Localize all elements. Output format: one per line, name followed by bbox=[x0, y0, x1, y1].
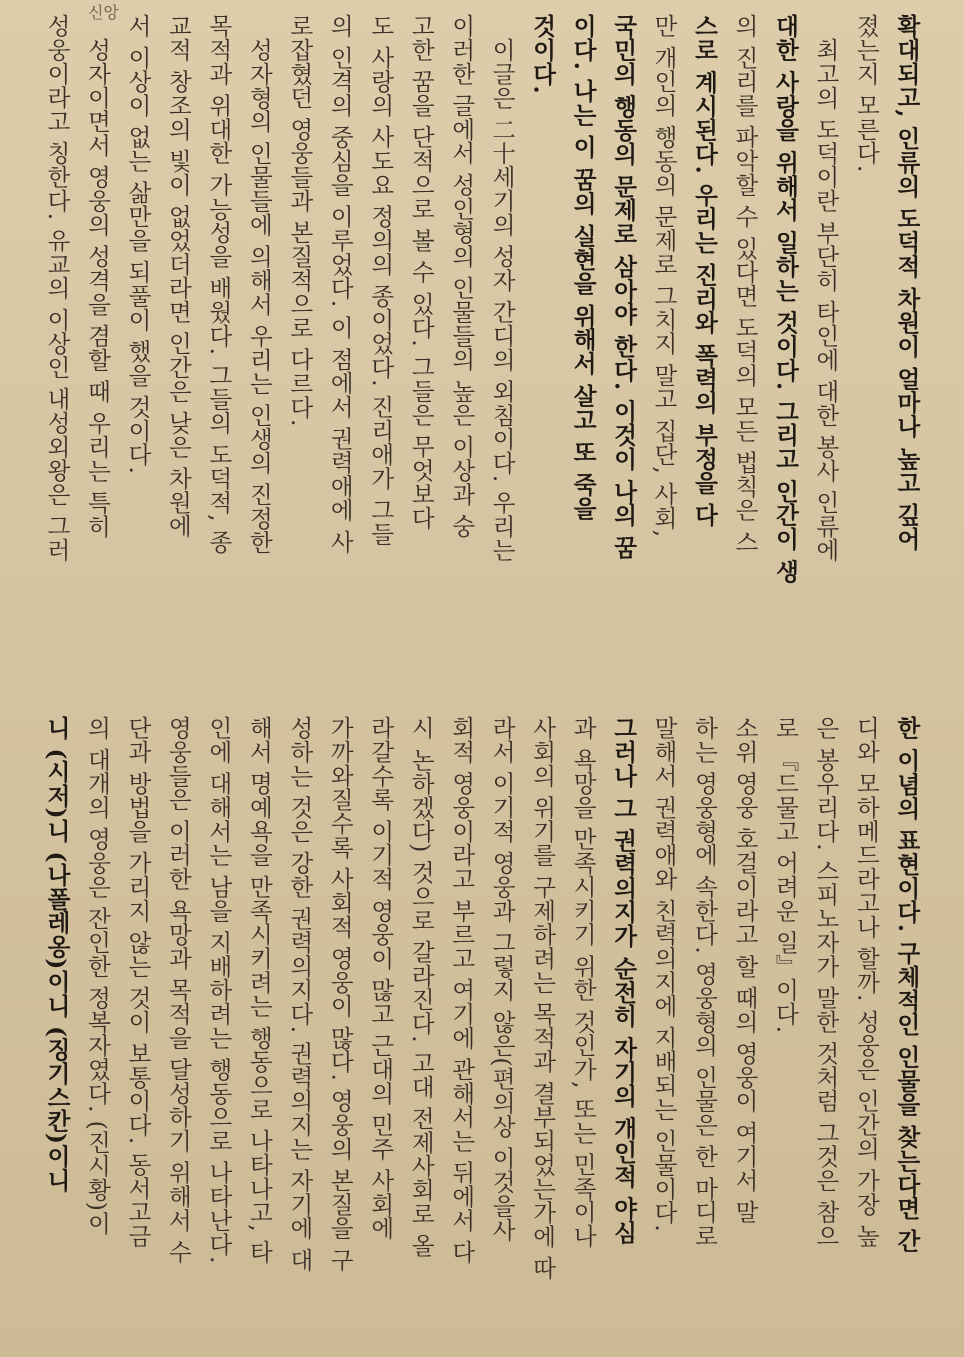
text-line: 소위 영웅 호걸이라고 할 때의 영웅이 여기서 말 bbox=[730, 716, 759, 1224]
text-line: 회적 영웅이라고 부르고 여기에 관해서는 뒤에서 다 bbox=[447, 716, 476, 1264]
text-line: 인에 대해서는 남을 지배하려는 행동으로 나타난다. bbox=[204, 716, 233, 1264]
text-line: 이글은 二十세기의 성자 간디의 외침이다. 우리는 bbox=[488, 38, 517, 562]
text-line: 이러한 글에서 성인형의 인물들의 높은 이상과 숭 bbox=[447, 14, 476, 538]
text-line: 스로 계시된다. 우리는 진리와 폭력의 부정을 다 bbox=[690, 14, 719, 527]
text-line: 만 개인의 행동의 문제로 그치지 말고 집단, 사회, bbox=[650, 14, 679, 538]
text-line: 의 인격의 중심을 이루었다. 이 점에서 권력애에 사 bbox=[326, 14, 355, 554]
text-line: 로 『드물고 어려운 일』이다. bbox=[771, 716, 800, 1034]
text-line: 가까와질수록 사회적 영웅이 많다. 영웅의 본질을 구 bbox=[326, 716, 355, 1272]
text-line: 최고의 도덕이란 부단히 타인에 대한 봉사 인류에 bbox=[811, 38, 840, 562]
text-line: 성자이면서 영웅의 성격을 겸할 때 우리는 특히 bbox=[83, 38, 112, 539]
text-line: 단과 방법을 가리지 않는 것이 보통이다. 동서고금 bbox=[123, 716, 152, 1248]
text-line: 교적 창조의 빛이 없었더라면 인간은 낮은 차원에 bbox=[164, 14, 193, 538]
text-line: 말해서 권력애와 친력의지에 지배되는 인물이다. bbox=[650, 716, 679, 1233]
text-line: 도 사랑의 사도요 정의의 종이었다. 진리애가 그들 bbox=[366, 14, 395, 546]
text-line: 것이다. bbox=[528, 14, 557, 95]
text-line: 의 진리를 파악할 수 있다면 도덕의 모든 법칙은 스 bbox=[730, 14, 759, 554]
text-line: 확대되고, 인류의 도덕적 차원이 얼마나 높고 깊어 bbox=[892, 14, 921, 551]
text-line: 의 대개의 영웅은 잔인한 정복자였다. (진시황)이 bbox=[83, 716, 112, 1236]
text-line: 사회의 위기를 구제하려는 목적과 결부되었는가에 따 bbox=[528, 716, 557, 1280]
text-line: 목적과 위대한 가능성을 배웠다. 그들의 도덕적, 종 bbox=[204, 14, 233, 554]
text-line: 시 논하겠다) 것으로 갈라진다. 고대 전제사회로 올 bbox=[407, 716, 436, 1258]
text-line: 하는 영웅형에 속한다. 영웅형의 인물은 한 마디로 bbox=[690, 716, 719, 1248]
lower-text-block bbox=[40, 716, 924, 1328]
text-line: 그러나 그 권력의지가 순전히 자기의 개인적 야심 bbox=[609, 716, 638, 1245]
text-line: 성웅이라고 칭한다. 유교의 이상인 내성외왕은 그러 bbox=[43, 14, 71, 562]
text-line: 성하는 것은 강한 권력의지다. 권력의지는 자기에 대 bbox=[285, 716, 314, 1272]
text-line: 라갈수록 이기적 영웅이 많고 근대의 민주 사회에 bbox=[366, 716, 395, 1240]
text-line: 국민의 행동의 문제로 삼아야 한다. 이것이 나의 꿈 bbox=[609, 14, 638, 560]
text-line: 성자형의 인물들에 의해서 우리는 인생의 진정한 bbox=[245, 38, 274, 555]
text-line: 은 봉우리다. 스피노자가 말한 것처럼 그것은 참으 bbox=[811, 716, 840, 1248]
text-line: 영웅들은 이러한 욕망과 목적을 달성하기 위해서 수 bbox=[164, 716, 193, 1264]
text-line: 고한 꿈을 단적으로 볼 수 있다. 그들은 무엇보다 bbox=[407, 14, 436, 530]
text-line: 해서 명예욕을 만족시키려는 행동으로 나타나고, 타 bbox=[245, 716, 274, 1264]
text-line: 서 이상이 없는 삶만을 되풀이 했을 것이다. bbox=[123, 14, 152, 475]
text-line: 한 이념의 표현이다. 구체적인 인물을 찾는다면 간 bbox=[892, 716, 921, 1253]
page-corner-marker: 신앙 bbox=[88, 3, 119, 22]
text-line: 라서 이기적 영웅과 그렇지 않은(편의상 이것을사 bbox=[488, 716, 517, 1242]
upper-text-block bbox=[40, 14, 924, 674]
text-line: 졌는지 모른다. bbox=[852, 14, 881, 173]
text-line: 니 (시저)니 (나폴레옹)이니 (징기스칸)이니 bbox=[43, 716, 71, 1193]
text-line: 과 욕망을 만족시키기 위한 것인가, 또는 민족이나 bbox=[569, 716, 598, 1248]
text-line: 디와 모하메드라고나 할까. 성웅은 인간의 가장 높 bbox=[852, 716, 881, 1248]
text-line: 이다. 나는 이 꿈의 실현을 위해서 살고 또 죽을 bbox=[569, 14, 598, 521]
text-line: 로잡혔던 영웅들과 본질적으로 다르다. bbox=[285, 14, 314, 427]
text-line: 대한 사랑을 위해서 일하는 것이다. 그리고 인간이 생 bbox=[771, 14, 800, 584]
